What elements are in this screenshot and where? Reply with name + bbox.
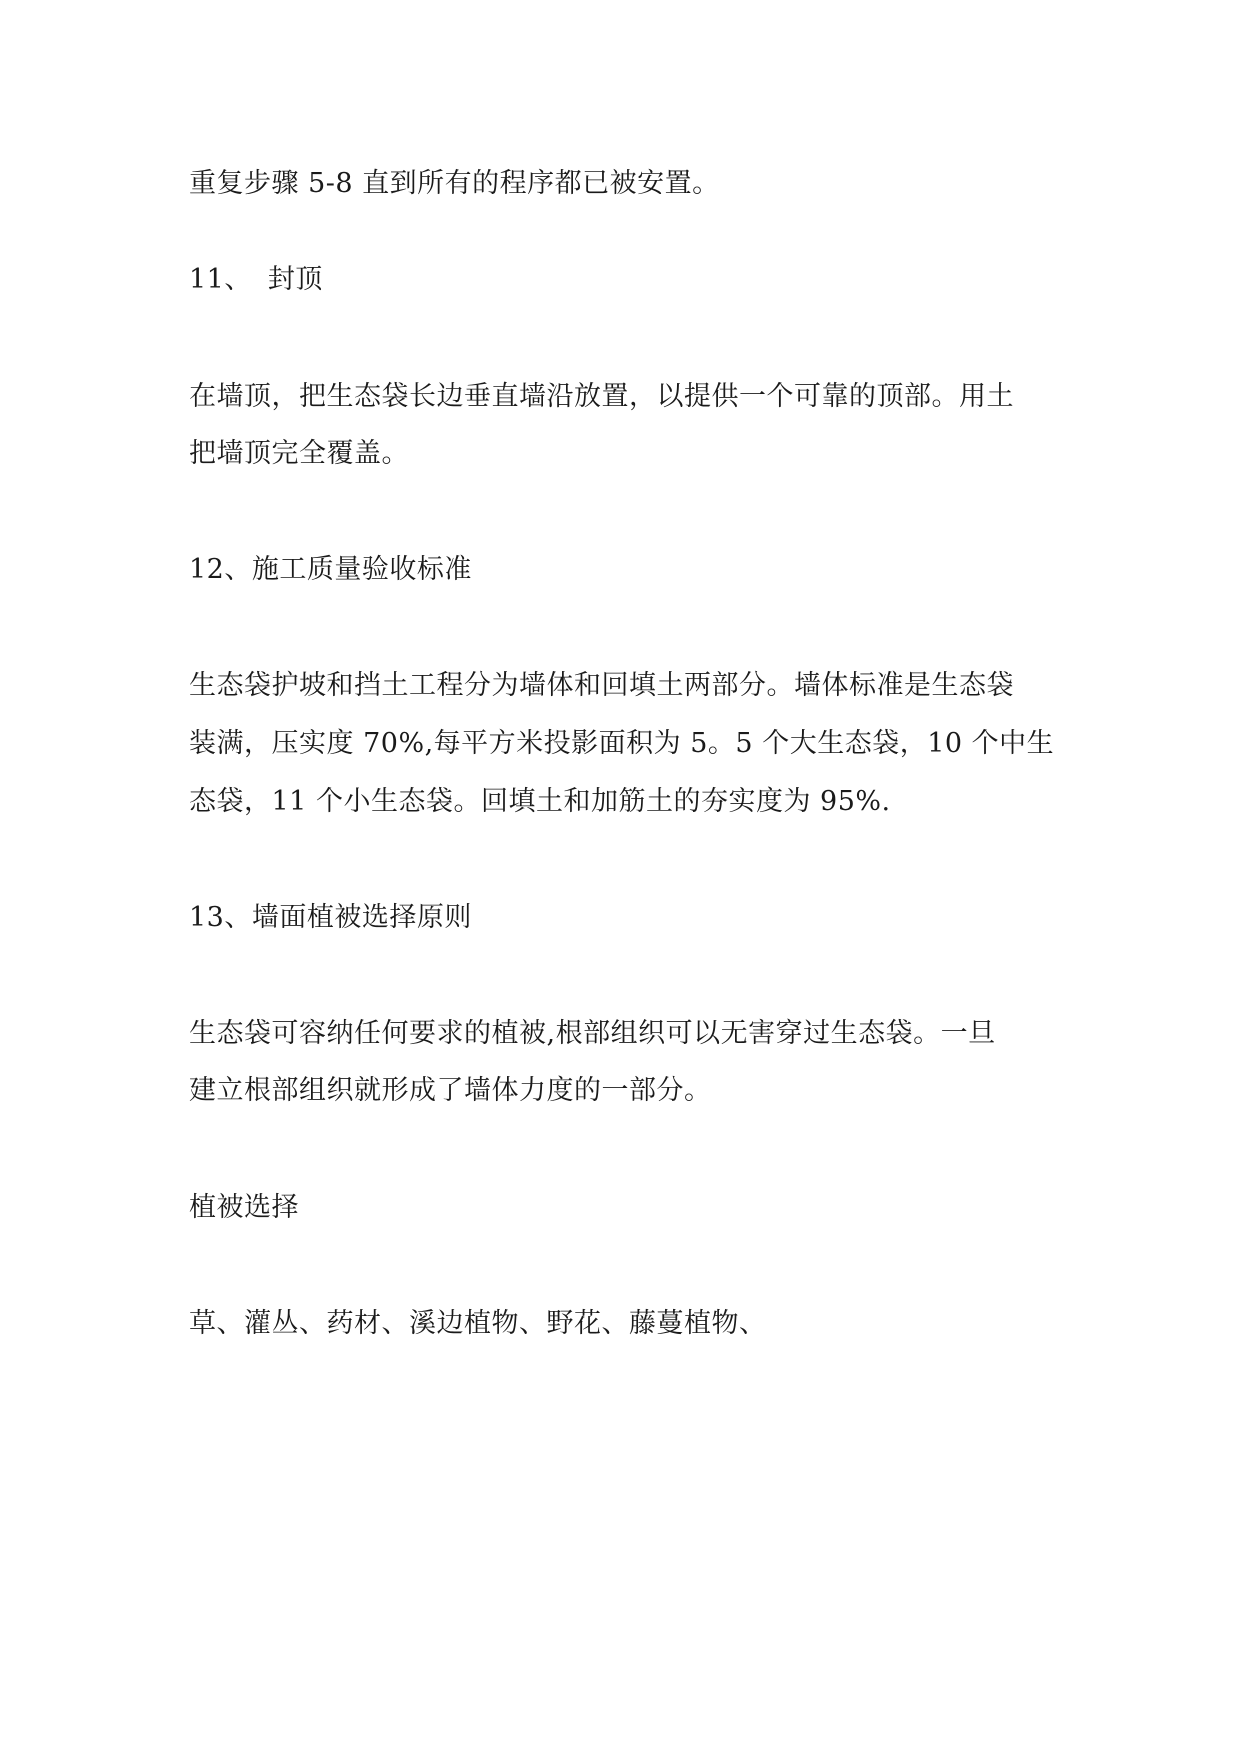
section-heading-11 bbox=[189, 260, 323, 300]
section-number-11: 11、 bbox=[189, 264, 252, 295]
paragraph-capping-line-1: 在墙顶，把生态袋长边垂直墙沿放置，以提供一个可靠的顶部。用土 bbox=[189, 381, 1014, 412]
paragraph-repeat-steps: 重复步骤 5-8 直到所有的程序都已被安置。 bbox=[189, 168, 720, 199]
paragraph-capping-line-2: 把墙顶完全覆盖。 bbox=[189, 438, 409, 469]
section-heading-13: 13、墙面植被选择原则 bbox=[189, 902, 472, 933]
paragraph-quality-line-1: 生态袋护坡和挡土工程分为墙体和回填土两部分。墙体标准是生态袋 bbox=[189, 670, 1014, 701]
paragraph-plant-list: 草、灌丛、药材、溪边植物、野花、藤蔓植物、 bbox=[189, 1308, 767, 1339]
paragraph-quality-line-3: 态袋，11 个小生态袋。回填土和加筋土的夯实度为 95%. bbox=[189, 786, 891, 817]
paragraph-quality-line-2: 装满，压实度 70%,每平方米投影面积为 5。5 个大生态袋，10 个中生 bbox=[189, 728, 1055, 759]
paragraph-vegetation-line-1: 生态袋可容纳任何要求的植被,根部组织可以无害穿过生态袋。一旦 bbox=[189, 1018, 996, 1049]
section-heading-12: 12、施工质量验收标准 bbox=[189, 554, 472, 585]
section-title-capping: 封顶 bbox=[267, 264, 323, 295]
subheading-plant-selection: 植被选择 bbox=[189, 1192, 299, 1223]
paragraph-vegetation-line-2: 建立根部组织就形成了墙体力度的一部分。 bbox=[189, 1075, 712, 1106]
